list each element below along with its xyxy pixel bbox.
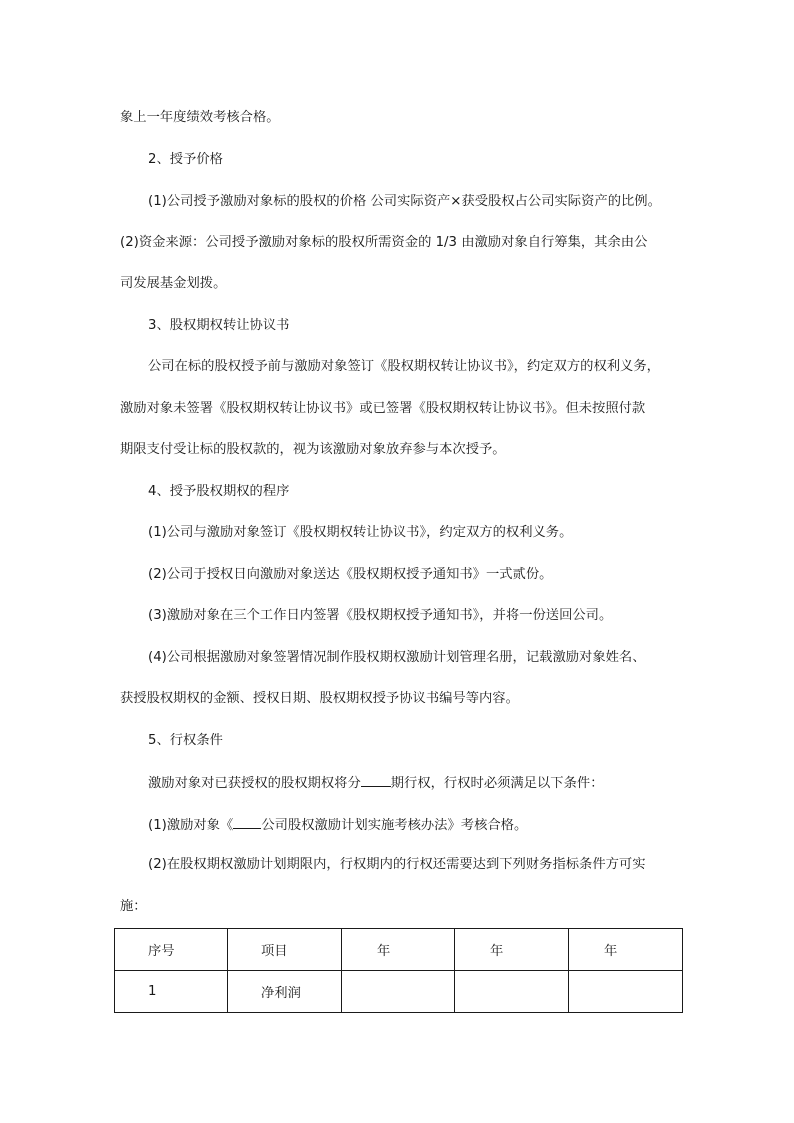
table-cell: 净利润 [228,971,342,1013]
text-segment: 期行权，行权时必须满足以下条件： [390,776,604,791]
paragraph-text: 司发展基金划拨。 [120,276,227,291]
paragraph-text [148,772,682,794]
paragraph-text [148,814,682,836]
paragraph-text: 施： [120,899,147,914]
paragraph-text: (1)公司与激励对象签订《股权期权转让协议书》，约定双方的权利义务。 [148,525,573,540]
fill-in-blank [361,772,391,787]
text-segment: (1)激励对象《 [148,818,234,833]
paragraph-text: (2)资金来源：公司授予激励对象标的股权所需资金的 1/3 由激励对象自行筹集，其余由公 [120,235,648,250]
paragraph-text: (1)公司授予激励对象标的股权的价格 公司实际资产×获受股权占公司实际资产的比例。 [148,194,661,209]
section-heading-grant-price: 2、授予价格 [148,152,223,167]
table-row [115,971,683,1013]
section-heading-exercise-conditions: 5、行权条件 [148,733,223,748]
table-header-cell: 年 [569,929,683,971]
text-segment: 公司股权激励计划实施考核办法》考核合格。 [261,818,528,833]
table-cell [569,971,683,1013]
paragraph-text: 公司在标的股权授予前与激励对象签订《股权期权转让协议书》，约定双方的权利义务， [148,359,660,374]
table-cell [342,971,455,1013]
table-header-row [115,929,683,971]
text-segment: 激励对象对已获授权的股权期权将分 [148,776,361,791]
financial-indicator-table [114,928,683,1013]
section-heading-transfer-agreement: 3、股权期权转让协议书 [148,318,290,333]
table-header-cell: 序号 [115,929,228,971]
paragraph-text: (2)公司于授权日向激励对象送达《股权期权授予通知书》一式贰份。 [148,567,553,582]
paragraph-text: 激励对象未签署《股权期权转让协议书》或已签署《股权期权转让协议书》。但未按照付款 [120,401,646,416]
table-header-cell: 项目 [228,929,342,971]
paragraph-text: 期限支付受让标的股权款的，视为该激励对象放弃参与本次授予。 [120,442,506,457]
table-header-cell: 年 [342,929,455,971]
paragraph-text: 获授股权期权的金额、授权日期、股权期权授予协议书编号等内容。 [120,691,519,706]
fill-in-blank [233,814,261,829]
paragraph-text: (2)在股权期权激励计划期限内，行权期内的行权还需要达到下列财务指标条件方可实 [148,857,646,872]
paragraph-text: (4)公司根据激励对象签署情况制作股权期权激励计划管理名册，记载激励对象姓名、 [148,650,646,665]
section-heading-grant-procedure: 4、授予股权期权的程序 [148,484,290,499]
table-cell: 1 [115,971,228,1013]
table-cell [455,971,569,1013]
table-header-cell: 年 [455,929,569,971]
paragraph-text: 象上一年度绩效考核合格。 [120,110,280,125]
paragraph-text: (3)激励对象在三个工作日内签署《股权期权授予通知书》，并将一份送回公司。 [148,608,613,623]
